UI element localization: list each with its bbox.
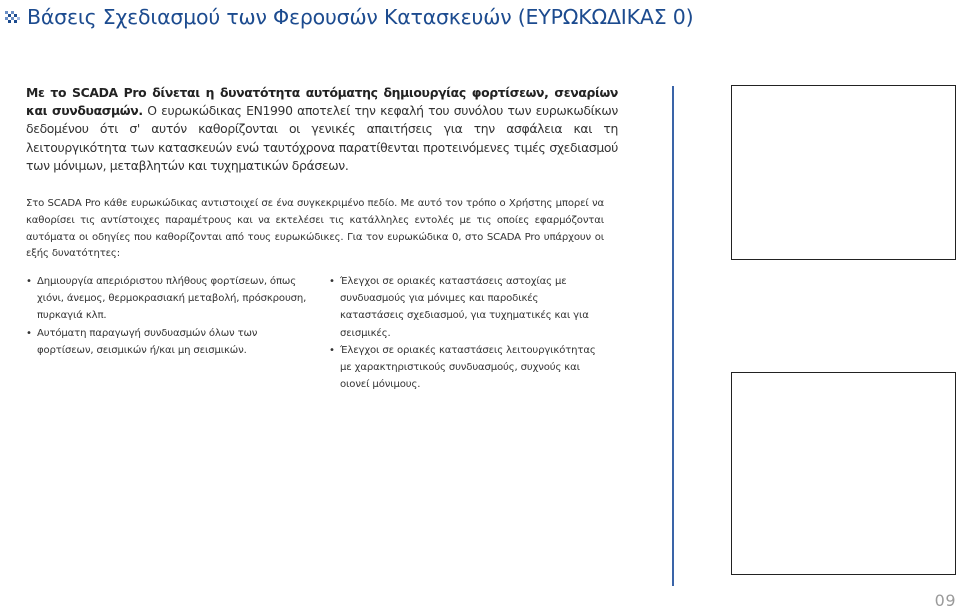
page-title: Βάσεις Σχεδιασμού των Φερουσών Κατασκευών (ΕΥΡΩΚΩΔΙΚΑΣ 0) bbox=[27, 5, 694, 29]
capabilities-paragraph: Στο SCADA Pro κάθε ευρωκώδικας αντιστοιχεί σε ένα συγκεκριμένο πεδίο. Με αυτό τον τρόπο ο Χρήστης μπορεί να καθορίσει τις αντίστοιχες παραμέτρους και να εκτελέσει τις κατάλληλες εντολές με τις οποίες εφαρμόζονται αυτόματα οι οδηγίες που καθορίζονται από τους ευρωκώδικες. Για τον ευρωκώδικα 0, στο SCADA Pro υπάρχουν οι εξής δυνατότητες: bbox=[26, 198, 604, 260]
checker-pattern-icon bbox=[4, 10, 21, 24]
bullet-list-left bbox=[26, 273, 310, 359]
bullet-list-right bbox=[329, 273, 605, 393]
image-placeholder-bottom bbox=[731, 372, 956, 575]
list-item: • Δημιουργία απεριόριστου πλήθους φορτίσεων, όπως χιόνι, άνεμος, θερμοκρασιακή μεταβολή, πρόσκρουση, πυρκαγιά κλπ. bbox=[26, 273, 310, 325]
intro-bold-text: Με το SCADA Pro δίνεται η δυνατότητα αυτόματης δημιουργίας φορτίσεων, σεναρίων και συνδυασμών. bbox=[26, 85, 618, 119]
list-item: • Έλεγχοι σε οριακές καταστάσεις αστοχίας με συνδυασμούς για μόνιμες και παροδικές καταστάσεις σχεδιασμού, για τυχηματικές και για σεισμικές. bbox=[329, 273, 605, 342]
intro-paragraph bbox=[26, 84, 618, 175]
vertical-divider bbox=[672, 86, 674, 586]
header bbox=[4, 2, 693, 32]
list-item: • Αυτόματη παραγωγή συνδυασμών όλων των φορτίσεων, σεισμικών ή/και μη σεισμικών. bbox=[26, 325, 310, 359]
page-number: 09 bbox=[934, 591, 956, 610]
image-placeholder-top bbox=[731, 85, 956, 260]
intro-text: Ο ευρωκώδικας ΕΝ1990 αποτελεί την κεφαλή του συνόλου των ευρωκωδίκων δεδομένου ότι σ' αυτόν καθορίζονται οι γενικές απαιτήσεις για την ασφάλεια και τη λειτουργικότητα των κατασκευών ενώ ταυτόχρονα παρατίθενται προτεινόμενες τιμές σχεδιασμού των μόνιμων, μεταβλητών και τυχηματικών δράσεων. bbox=[26, 103, 618, 173]
list-item: • Έλεγχοι σε οριακές καταστάσεις λειτουργικότητας με χαρακτηριστικούς συνδυασμούς, συχνούς και οιονεί μόνιμους. bbox=[329, 342, 605, 394]
